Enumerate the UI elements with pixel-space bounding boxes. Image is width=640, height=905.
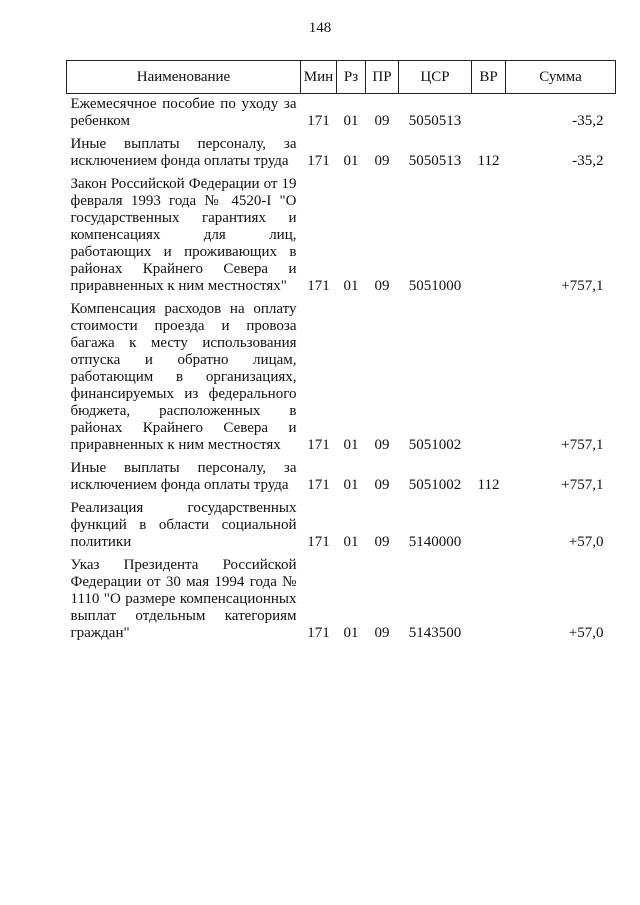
row-vr: [472, 174, 506, 299]
row-sum: +757,1: [561, 477, 604, 493]
header-min: Мин: [301, 61, 337, 94]
row-pr: 09: [374, 113, 390, 129]
page-number: 148: [308, 20, 332, 36]
row-csr: 5051000: [408, 278, 462, 294]
row-csr: 5050513: [408, 153, 462, 169]
table-row: [67, 458, 616, 498]
row-min: 171: [307, 153, 330, 169]
row-pr: 09: [374, 625, 390, 641]
row-name: Компенсация расходов на оплату стоимости проезда и провоза багажа к месту использования отпуска и обратно лицам, работающим в организациях, финансируемых из федерального бюджета, расположенных в районах Крайнего Севера и приравненных к ним местностях: [70, 301, 297, 453]
row-rz: 01: [343, 534, 359, 550]
header-sum: Сумма: [506, 61, 616, 94]
table-row: [67, 498, 616, 555]
row-vr: [472, 299, 506, 458]
row-vr: [472, 498, 506, 555]
header-pr: ПР: [366, 61, 399, 94]
row-vr: 112: [477, 477, 500, 493]
row-csr: 5051002: [408, 477, 462, 493]
row-csr: 5050513: [408, 113, 462, 129]
row-rz: 01: [343, 437, 359, 453]
header-rz: Рз: [337, 61, 366, 94]
row-rz: 01: [343, 477, 359, 493]
row-vr: [472, 555, 506, 646]
row-min: 171: [307, 625, 330, 641]
table-row: [67, 299, 616, 458]
row-vr: 112: [477, 153, 500, 169]
row-sum: +57,0: [568, 625, 604, 641]
row-pr: 09: [374, 437, 390, 453]
row-csr: 5051002: [408, 437, 462, 453]
row-pr: 09: [374, 278, 390, 294]
row-sum: -35,2: [572, 113, 604, 129]
row-min: 171: [307, 534, 330, 550]
row-name: Закон Российской Федерации от 19 февраля 1993 года № 4520-I "О государственных гарантиях и компенсациях для лиц, работающих и проживающих в районах Крайнего Севера и приравненных к ним местностях": [70, 176, 297, 294]
table-header-row: [67, 61, 616, 94]
table-row: [67, 134, 616, 174]
row-pr: 09: [374, 534, 390, 550]
row-sum: +757,1: [561, 278, 604, 294]
row-name: Иные выплаты персоналу, за исключением фонда оплаты труда: [70, 136, 297, 169]
header-csr: ЦСР: [399, 61, 472, 94]
header-name: Наименование: [67, 61, 301, 94]
row-name: Указ Президента Российской Федерации от 30 мая 1994 года № 1110 "О размере компенсационных выплат отдельным категориям граждан": [70, 557, 297, 641]
row-sum: -35,2: [572, 153, 604, 169]
row-rz: 01: [343, 153, 359, 169]
row-csr: 5140000: [408, 534, 462, 550]
budget-table: [66, 60, 616, 646]
table-row: [67, 174, 616, 299]
table-row: [67, 94, 616, 135]
row-sum: +757,1: [561, 437, 604, 453]
row-rz: 01: [343, 278, 359, 294]
row-sum: +57,0: [568, 534, 604, 550]
row-vr: [472, 94, 506, 135]
table-row: [67, 555, 616, 646]
row-rz: 01: [343, 625, 359, 641]
row-min: 171: [307, 278, 330, 294]
row-pr: 09: [374, 477, 390, 493]
row-pr: 09: [374, 153, 390, 169]
row-min: 171: [307, 477, 330, 493]
row-name: Иные выплаты персоналу, за исключением фонда оплаты труда: [70, 460, 297, 493]
row-min: 171: [307, 437, 330, 453]
row-rz: 01: [343, 113, 359, 129]
header-vr: ВР: [472, 61, 506, 94]
row-name: Ежемесячное пособие по уходу за ребенком: [70, 96, 297, 129]
row-csr: 5143500: [408, 625, 462, 641]
row-name: Реализация государственных функций в области социальной политики: [70, 500, 297, 550]
row-min: 171: [307, 113, 330, 129]
